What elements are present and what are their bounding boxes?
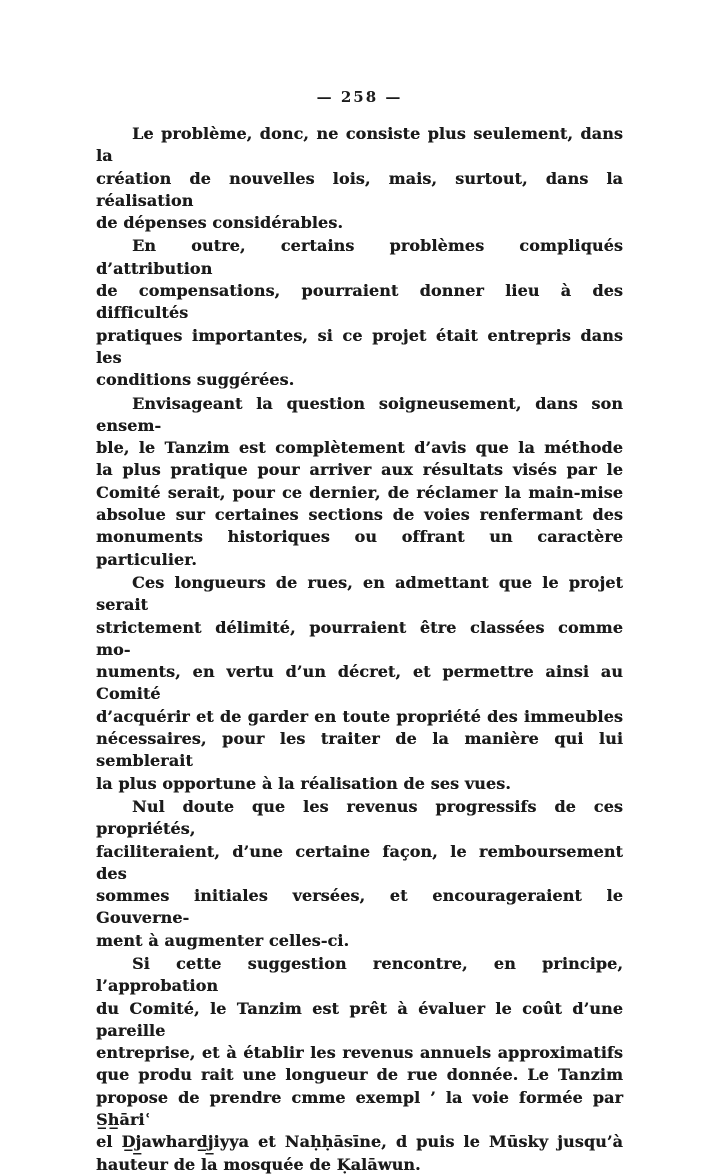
text-line: ble, le Tanzim est complètement d’avis que la méthode <box>96 438 623 458</box>
text-line: la plus pratique pour arriver aux résultats visés par le <box>96 460 623 480</box>
text-line: numents, en vertu d’un décret, et permettre ainsi au Comité <box>96 662 623 704</box>
text-line: Le problème, donc, ne consiste plus seulement, dans la <box>96 124 623 166</box>
text-line: du Comité, le Tanzim est prêt à évaluer le coût d’une pareille <box>96 998 623 1040</box>
text-line: Envisageant la question soigneusement, dans son ensem- <box>96 393 623 435</box>
text-line: el D̲j̲awhard̲j̲iyya et Naḥḥāsīne, d puis le Mūsky jusqu’à <box>96 1132 623 1152</box>
text-line: nécessaires, pour les traiter de la manière qui lui semblerait <box>96 729 623 771</box>
paragraph-4 <box>96 572 623 795</box>
paragraph-3 <box>96 393 623 571</box>
text-line: d’acquérir et de garder en toute propriété des immeubles <box>96 706 623 726</box>
paragraph-2 <box>96 235 623 391</box>
text-line: ment à augmenter celles-ci. <box>96 930 350 950</box>
text-line: monuments historiques ou offrant un caractère particulier. <box>96 527 623 569</box>
text-line: Comité serait, pour ce dernier, de réclamer la main-mise <box>96 482 623 502</box>
text-line: de dépenses considérables. <box>96 213 343 233</box>
text-line: de compensations, pourraient donner lieu à des difficultés <box>96 281 623 323</box>
text-line: En outre, certains problèmes compliqués d’attribution <box>96 236 623 278</box>
page-number: — 258 — <box>316 88 403 106</box>
text-line: conditions suggérées. <box>96 370 295 390</box>
paragraph-1 <box>96 123 623 234</box>
text-line: entreprise, et à établir les revenus annuels approximatifs <box>96 1043 623 1063</box>
text-line: Si cette suggestion rencontre, en principe, l’approbation <box>96 953 623 996</box>
text-line: pratiques importantes, si ce projet était entrepris dans les <box>96 325 623 367</box>
text-line: absolue sur certaines sections de voies renfermant des <box>96 505 623 525</box>
paragraph-5 <box>96 796 623 952</box>
text-line: création de nouvelles lois, mais, surtout, dans la réalisation <box>96 168 623 210</box>
text-block <box>96 123 623 1176</box>
paragraph-6 <box>96 953 623 1176</box>
text-line: faciliteraient, d’une certaine façon, le remboursement des <box>96 841 623 883</box>
text-line: la plus opportune à la réalisation de ses vues. <box>96 773 511 793</box>
text-line: sommes initiales versées, et encourageraient le Gouverne- <box>96 886 623 928</box>
text-line: strictement délimité, pourraient être classées comme mo- <box>96 617 623 659</box>
text-line: Nul doute que les revenus progressifs de ces propriétés, <box>96 796 623 839</box>
text-line: que produ rait une longueur de rue donnée. Le Tanzim <box>96 1065 623 1085</box>
text-line: propose de prendre cmme exempl ’ la voie formée par S̲h̲āriʿ <box>96 1087 623 1130</box>
text-line: hauteur de la mosquée de Ḳalāwun. <box>96 1154 421 1174</box>
text-line: Ces longueurs de rues, en admettant que le projet serait <box>96 572 623 615</box>
